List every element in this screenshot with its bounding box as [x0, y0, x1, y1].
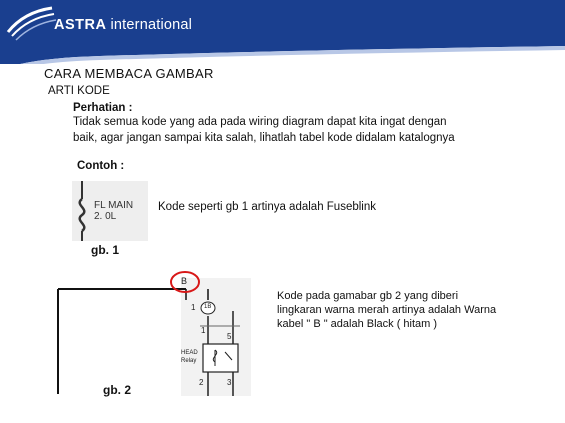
- figure-2-caption-line-1: Kode pada gamabar gb 2 yang diberi: [277, 290, 459, 302]
- figure-1-fuseblink: [72, 181, 148, 241]
- note-text-line-1: Tidak semua kode yang ada pada wiring diagram dapat kita ingat dengan: [73, 116, 447, 128]
- astra-logo-icon: [2, 4, 62, 44]
- label-relay-line-2: Relay: [181, 358, 197, 364]
- label-relay-line-1: HEAD: [181, 350, 198, 356]
- label-five: 5: [227, 332, 232, 341]
- label-one-a: 1: [191, 303, 196, 312]
- figure-1-caption: Kode seperti gb 1 artinya adalah Fuseblink: [158, 201, 377, 213]
- circled-wire-code: B: [181, 276, 188, 286]
- label-two: 2: [199, 378, 204, 387]
- figure-2-wiring-diagram: [55, 266, 265, 396]
- section-subtitle: ARTI KODE: [48, 85, 110, 97]
- header-banner: [0, 0, 565, 64]
- note-text-line-2: baik, agar jangan sampai kita salah, lihatlah tabel kode didalam katalognya: [73, 132, 455, 144]
- figure-2-number: gb. 2: [103, 383, 132, 397]
- fuseblink-label-line-1: FL MAIN: [94, 200, 134, 211]
- label-one-b: 1: [201, 326, 206, 335]
- label-three: 3: [227, 378, 232, 387]
- label-connector: 1B: [204, 304, 212, 310]
- figure-2-caption-line-2: lingkaran warna merah artinya adalah Warna: [277, 304, 497, 316]
- figure-1-number: gb. 1: [91, 243, 120, 257]
- page-title: CARA MEMBACA GAMBAR: [44, 66, 214, 81]
- note-label: Perhatian :: [73, 102, 133, 114]
- example-label: Contoh :: [77, 160, 125, 172]
- figure-2-caption-line-3: kabel " B " adalah Black ( hitam ): [277, 318, 438, 330]
- logo-brand-sub: international: [110, 17, 193, 33]
- logo-wordmark: [54, 17, 192, 33]
- logo-brand: ASTRA: [54, 17, 107, 33]
- wiring-diagram-drawing: [55, 266, 265, 396]
- fuseblink-label-line-2: 2. 0L: [94, 211, 117, 222]
